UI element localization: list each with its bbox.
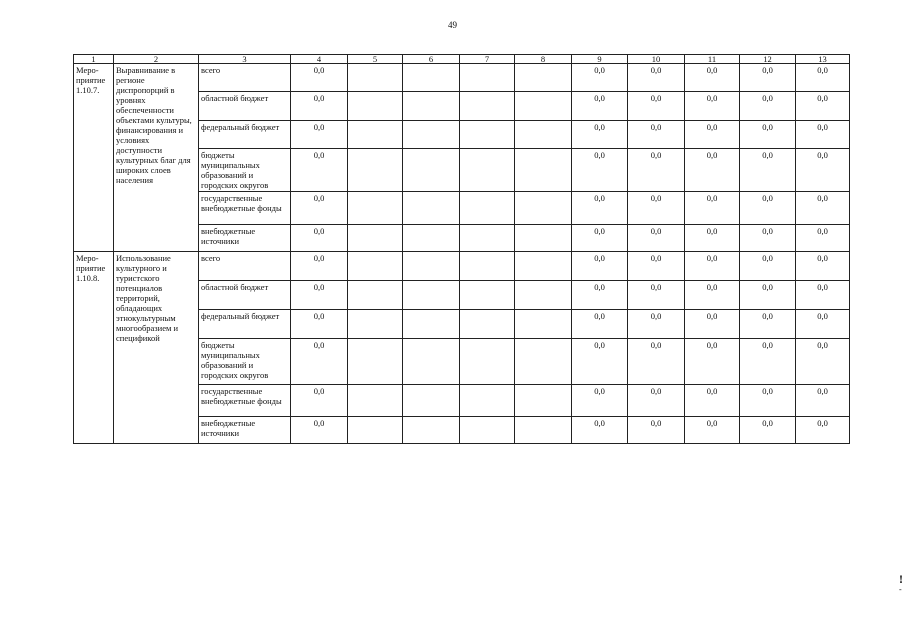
value-cell-col-6 <box>403 92 460 121</box>
funding-source: государственные внебюджетные фонды <box>199 385 291 417</box>
budget-table-container <box>73 54 850 444</box>
column-header-6: 6 <box>403 55 460 64</box>
value-cell-col-7 <box>460 339 515 385</box>
value-cell-col-7 <box>460 149 515 192</box>
value-cell-col-4: 0,0 <box>291 417 348 444</box>
value-cell-col-7 <box>460 417 515 444</box>
value-cell-col-5 <box>348 121 403 149</box>
funding-source: областной бюджет <box>199 281 291 310</box>
value-cell-col-7 <box>460 225 515 252</box>
value-cell-col-12: 0,0 <box>740 417 796 444</box>
value-cell-col-8 <box>515 417 572 444</box>
table-row <box>74 64 850 92</box>
value-cell-col-6 <box>403 225 460 252</box>
value-cell-col-7 <box>460 310 515 339</box>
value-cell-col-6 <box>403 252 460 281</box>
budget-table <box>73 54 850 444</box>
value-cell-col-13: 0,0 <box>796 417 850 444</box>
value-cell-col-9: 0,0 <box>572 385 628 417</box>
value-cell-col-11: 0,0 <box>685 417 740 444</box>
event-code: Меро- приятие 1.10.8. <box>74 252 114 444</box>
value-cell-col-9: 0,0 <box>572 339 628 385</box>
value-cell-col-5 <box>348 385 403 417</box>
value-cell-col-10: 0,0 <box>628 121 685 149</box>
value-cell-col-4: 0,0 <box>291 385 348 417</box>
value-cell-col-7 <box>460 252 515 281</box>
value-cell-col-13: 0,0 <box>796 310 850 339</box>
page-number: 49 <box>448 20 457 30</box>
value-cell-col-12: 0,0 <box>740 310 796 339</box>
value-cell-col-4: 0,0 <box>291 149 348 192</box>
funding-source: федеральный бюджет <box>199 310 291 339</box>
value-cell-col-6 <box>403 121 460 149</box>
value-cell-col-5 <box>348 64 403 92</box>
value-cell-col-4: 0,0 <box>291 192 348 225</box>
funding-source: областной бюджет <box>199 92 291 121</box>
value-cell-col-4: 0,0 <box>291 310 348 339</box>
value-cell-col-10: 0,0 <box>628 92 685 121</box>
column-header-7: 7 <box>460 55 515 64</box>
value-cell-col-9: 0,0 <box>572 192 628 225</box>
value-cell-col-8 <box>515 225 572 252</box>
column-header-10: 10 <box>628 55 685 64</box>
value-cell-col-8 <box>515 252 572 281</box>
value-cell-col-4: 0,0 <box>291 281 348 310</box>
value-cell-col-10: 0,0 <box>628 149 685 192</box>
value-cell-col-9: 0,0 <box>572 310 628 339</box>
funding-source: бюджеты муниципальных образований и городских округов <box>199 339 291 385</box>
value-cell-col-5 <box>348 192 403 225</box>
value-cell-col-4: 0,0 <box>291 225 348 252</box>
value-cell-col-5 <box>348 281 403 310</box>
value-cell-col-13: 0,0 <box>796 121 850 149</box>
value-cell-col-6 <box>403 385 460 417</box>
value-cell-col-8 <box>515 149 572 192</box>
value-cell-col-11: 0,0 <box>685 310 740 339</box>
event-code: Меро- приятие 1.10.7. <box>74 64 114 252</box>
value-cell-col-6 <box>403 64 460 92</box>
value-cell-col-4: 0,0 <box>291 252 348 281</box>
value-cell-col-6 <box>403 339 460 385</box>
value-cell-col-9: 0,0 <box>572 121 628 149</box>
value-cell-col-6 <box>403 149 460 192</box>
value-cell-col-10: 0,0 <box>628 417 685 444</box>
value-cell-col-10: 0,0 <box>628 310 685 339</box>
funding-source: федеральный бюджет <box>199 121 291 149</box>
value-cell-col-7 <box>460 64 515 92</box>
column-header-9: 9 <box>572 55 628 64</box>
column-header-3: 3 <box>199 55 291 64</box>
value-cell-col-5 <box>348 417 403 444</box>
value-cell-col-12: 0,0 <box>740 252 796 281</box>
value-cell-col-5 <box>348 339 403 385</box>
value-cell-col-13: 0,0 <box>796 149 850 192</box>
value-cell-col-5 <box>348 92 403 121</box>
value-cell-col-9: 0,0 <box>572 417 628 444</box>
value-cell-col-9: 0,0 <box>572 225 628 252</box>
value-cell-col-4: 0,0 <box>291 64 348 92</box>
funding-source: бюджеты муниципальных образований и городских округов <box>199 149 291 192</box>
column-header-2: 2 <box>114 55 199 64</box>
value-cell-col-9: 0,0 <box>572 281 628 310</box>
value-cell-col-12: 0,0 <box>740 225 796 252</box>
margin-mark-small: - <box>899 585 902 594</box>
value-cell-col-11: 0,0 <box>685 64 740 92</box>
value-cell-col-7 <box>460 121 515 149</box>
value-cell-col-13: 0,0 <box>796 252 850 281</box>
value-cell-col-6 <box>403 310 460 339</box>
column-header-11: 11 <box>685 55 740 64</box>
value-cell-col-7 <box>460 92 515 121</box>
value-cell-col-7 <box>460 281 515 310</box>
value-cell-col-13: 0,0 <box>796 385 850 417</box>
value-cell-col-11: 0,0 <box>685 225 740 252</box>
event-title: Выравнивание в регионе диспропорций в уровнях обеспеченности объектами культуры, финансирования и условиях доступности культурных благ для широких слоев населения <box>114 64 199 252</box>
value-cell-col-8 <box>515 281 572 310</box>
value-cell-col-8 <box>515 339 572 385</box>
funding-source: государственные внебюджетные фонды <box>199 192 291 225</box>
value-cell-col-11: 0,0 <box>685 92 740 121</box>
value-cell-col-4: 0,0 <box>291 92 348 121</box>
value-cell-col-5 <box>348 149 403 192</box>
value-cell-col-13: 0,0 <box>796 192 850 225</box>
column-header-13: 13 <box>796 55 850 64</box>
value-cell-col-11: 0,0 <box>685 149 740 192</box>
value-cell-col-12: 0,0 <box>740 92 796 121</box>
value-cell-col-8 <box>515 310 572 339</box>
column-header-row <box>74 55 850 64</box>
value-cell-col-6 <box>403 192 460 225</box>
value-cell-col-11: 0,0 <box>685 192 740 225</box>
value-cell-col-12: 0,0 <box>740 149 796 192</box>
value-cell-col-8 <box>515 92 572 121</box>
value-cell-col-12: 0,0 <box>740 192 796 225</box>
value-cell-col-9: 0,0 <box>572 92 628 121</box>
table-body <box>74 64 850 444</box>
value-cell-col-10: 0,0 <box>628 385 685 417</box>
funding-source: внебюджетные источники <box>199 417 291 444</box>
value-cell-col-4: 0,0 <box>291 121 348 149</box>
value-cell-col-12: 0,0 <box>740 281 796 310</box>
value-cell-col-10: 0,0 <box>628 252 685 281</box>
value-cell-col-9: 0,0 <box>572 149 628 192</box>
column-header-8: 8 <box>515 55 572 64</box>
event-title: Использование культурного и туристского потенциалов территорий, обладающих этнокультурным многообразием и спецификой <box>114 252 199 444</box>
value-cell-col-7 <box>460 385 515 417</box>
value-cell-col-12: 0,0 <box>740 121 796 149</box>
value-cell-col-10: 0,0 <box>628 64 685 92</box>
value-cell-col-11: 0,0 <box>685 385 740 417</box>
value-cell-col-12: 0,0 <box>740 64 796 92</box>
value-cell-col-13: 0,0 <box>796 92 850 121</box>
value-cell-col-11: 0,0 <box>685 121 740 149</box>
value-cell-col-13: 0,0 <box>796 281 850 310</box>
value-cell-col-13: 0,0 <box>796 64 850 92</box>
value-cell-col-8 <box>515 192 572 225</box>
value-cell-col-5 <box>348 310 403 339</box>
column-header-4: 4 <box>291 55 348 64</box>
value-cell-col-5 <box>348 252 403 281</box>
value-cell-col-6 <box>403 281 460 310</box>
value-cell-col-5 <box>348 225 403 252</box>
table-row <box>74 252 850 281</box>
value-cell-col-8 <box>515 64 572 92</box>
value-cell-col-6 <box>403 417 460 444</box>
value-cell-col-12: 0,0 <box>740 385 796 417</box>
value-cell-col-7 <box>460 192 515 225</box>
column-header-5: 5 <box>348 55 403 64</box>
value-cell-col-9: 0,0 <box>572 252 628 281</box>
margin-mark: ! <box>899 572 903 586</box>
value-cell-col-11: 0,0 <box>685 339 740 385</box>
value-cell-col-11: 0,0 <box>685 281 740 310</box>
funding-source: внебюджетные источники <box>199 225 291 252</box>
value-cell-col-10: 0,0 <box>628 225 685 252</box>
value-cell-col-10: 0,0 <box>628 192 685 225</box>
funding-source: всего <box>199 252 291 281</box>
value-cell-col-10: 0,0 <box>628 339 685 385</box>
value-cell-col-13: 0,0 <box>796 225 850 252</box>
column-header-12: 12 <box>740 55 796 64</box>
value-cell-col-12: 0,0 <box>740 339 796 385</box>
column-header-1: 1 <box>74 55 114 64</box>
value-cell-col-13: 0,0 <box>796 339 850 385</box>
value-cell-col-8 <box>515 385 572 417</box>
value-cell-col-9: 0,0 <box>572 64 628 92</box>
value-cell-col-10: 0,0 <box>628 281 685 310</box>
value-cell-col-4: 0,0 <box>291 339 348 385</box>
funding-source: всего <box>199 64 291 92</box>
value-cell-col-8 <box>515 121 572 149</box>
value-cell-col-11: 0,0 <box>685 252 740 281</box>
